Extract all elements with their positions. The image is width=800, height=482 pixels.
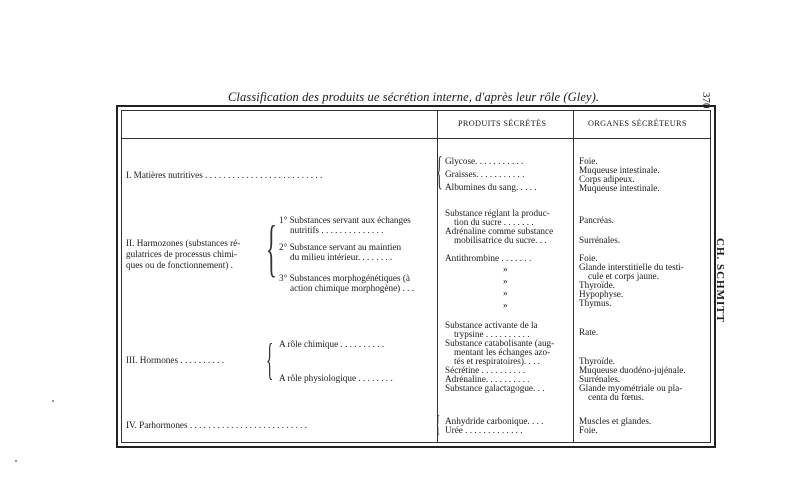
product-trypsine-line2: trypsine . . . . . . . . . . [454, 329, 530, 339]
header-organs: ORGANES SÉCRÉTEURS [588, 119, 687, 128]
organ-thymus: Thymus. [579, 298, 612, 308]
page-number: 370 [700, 92, 712, 109]
product-catabolisante-line2: mentant les échanges azo- [454, 347, 551, 357]
organ-muqueuse-2: Muqueuse intestinale. [579, 183, 660, 193]
brace-parhormones: { [436, 412, 441, 438]
organ-surrenales-1: Surrénales. [579, 235, 621, 245]
group-harmozones-line2: gulatrices de processus chimi- [126, 249, 237, 259]
product-sucre-line2: tion du sucre . . . . . . . [454, 217, 534, 227]
scan-speck [15, 460, 17, 462]
organ-thyroide-2: Thyroïde. [579, 356, 615, 366]
scan-speck [52, 400, 54, 402]
subgroup-2-line1: 2° Substance servant au maintien [279, 242, 402, 252]
subgroup-3-line2: action chimique morphogène) . . . [290, 283, 414, 293]
organ-muscles: Muscles et glandes. [579, 416, 652, 426]
organ-hypophyse: Hypophyse. [579, 289, 624, 299]
product-anhydride: Anhydride carbonique. . . . [445, 416, 544, 426]
table-caption: Classification des produits ue sécrétion interne, d'après leur rôle (Gley). [228, 90, 600, 104]
product-adrenaline-sucre-line1: Adrénaline comme substance [445, 226, 554, 236]
subgroup-chemical: A rôle chimique . . . . . . . . . . [279, 339, 385, 349]
brace-harmozones: { [266, 212, 277, 283]
product-ditto-4: » [503, 300, 508, 310]
subgroup-1-line2: nutritifs . . . . . . . . . . . . . . [290, 225, 384, 235]
product-trypsine-line1: Substance activante de la [445, 320, 538, 330]
subgroup-1-line1: 1° Substances servant aux échanges [279, 215, 411, 225]
product-glycose: Glycose. . . . . . . . . . . [445, 156, 524, 166]
product-ditto-2: » [503, 276, 508, 286]
organ-foie-3: Foie. [579, 425, 598, 435]
product-albumines: Albumines du sang. . . . . [445, 182, 537, 192]
product-antithrombine: Antithrombine . . . . . . . [445, 253, 532, 263]
product-adrenaline: Adrénaline. . . . . . . . . . [445, 374, 530, 384]
subgroup-2-line2: du milieu intérieur. . . . . . . . [290, 252, 393, 262]
product-ditto-1: » [503, 264, 508, 274]
product-galactagogue: Substance galactagogue. . . [445, 383, 545, 393]
product-catabolisante-line3: tés et respiratoires). . . . [454, 356, 540, 366]
organ-myometriale-line2: centa du fœtus. [588, 392, 644, 402]
organ-corps-adipeux: Corps adipeux. [579, 174, 635, 184]
organ-glande-line1: Glande interstitielle du testi- [579, 262, 684, 272]
group-harmozones-line3: ques ou de fonctionnement) . [126, 260, 233, 270]
product-adrenaline-sucre-line2: mobilisatrice du sucre. . . [454, 235, 547, 245]
subgroup-physiological: A rôle physiologique . . . . . . . . [279, 373, 393, 383]
group-parhormones: IV. Parhormones . . . . . . . . . . . . . . . . . . . . . . . . . . [126, 420, 308, 430]
organ-pancreas: Pancréas. [579, 215, 614, 225]
product-catabolisante-line1: Substance catabolisante (aug- [445, 338, 555, 348]
subgroup-3-line1: 3° Substances morphogénétiques (à [279, 273, 410, 283]
organ-rate: Rate. [579, 327, 599, 337]
column-rule-organs [573, 110, 574, 443]
product-uree: Urée . . . . . . . . . . . . . [445, 425, 523, 435]
brace-nutritives: { [436, 148, 443, 193]
brace-hormones: { [266, 335, 274, 384]
product-graisses: Graisses. . . . . . . . . . . [445, 169, 525, 179]
organ-thyroide-1: Thyroïde. [579, 280, 615, 290]
group-harmozones-line1: II. Harmozones (substances ré- [126, 238, 241, 248]
group-hormones: III. Hormones . . . . . . . . . . [126, 355, 224, 365]
organ-foie-2: Foie. [579, 253, 598, 263]
organ-muqueuse-1: Muqueuse intestinale. [579, 165, 660, 175]
organ-muqueuse-duodeno: Muqueuse duodéno-jujénale. [579, 365, 686, 375]
product-secretine: Sécrétine . . . . . . . . . . [445, 365, 526, 375]
organ-foie-1: Foie. [579, 156, 598, 166]
organ-glande-line2: cule et corps jaune. [588, 271, 659, 281]
organ-myometriale-line1: Glande myométriale ou pla- [579, 383, 683, 393]
organ-surrenales-2: Surrénales. [579, 374, 621, 384]
header-products: PRODUITS SÉCRÉTÉS [458, 119, 547, 128]
running-header: CH. SCHMITT [714, 238, 726, 323]
group-nutritives: I. Matières nutritives . . . . . . . . . . . . . . . . . . . . . . . . . . [126, 170, 323, 180]
header-rule [121, 138, 711, 139]
product-sucre-line1: Substance réglant la produc- [445, 208, 550, 218]
product-ditto-3: » [503, 288, 508, 298]
